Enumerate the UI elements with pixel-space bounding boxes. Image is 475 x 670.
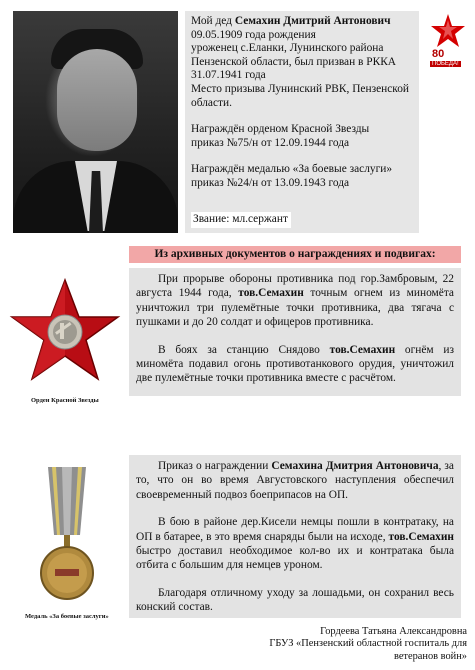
rank-label: Звание: мл.сержант xyxy=(191,212,291,228)
archive-panel-2 xyxy=(129,455,461,618)
award1-order: приказ №75/н от 12.09.1944 года xyxy=(191,136,350,149)
portrait-photo xyxy=(13,11,178,233)
archive-banner: Из архивных документов о награждениях и подвигах: xyxy=(129,246,461,263)
medal-caption: Медаль «За боевые заслуги» xyxy=(25,613,109,620)
logo-number: 80 xyxy=(432,48,445,60)
signature-name: Гордеева Татьяна Александровна xyxy=(320,626,467,637)
signature-org: ГБУЗ «Пензенский областной госпиталь для ветеранов войн» xyxy=(269,638,467,662)
combat-merit-medal-icon xyxy=(38,465,96,605)
panel2-paragraph-3: Благодаря отличному уходу за лошадьми, он сохранил весь конский состав. xyxy=(136,586,454,614)
victory-80-logo xyxy=(428,12,468,70)
logo-text: ПОБЕДА! xyxy=(432,61,459,67)
panel2-paragraph-1: Приказ о награждении Семахина Дмитрия Антоновича, за то, что он во время Августовского наступления обеспечил своевременный подвоз боеприпасов на ОП. xyxy=(136,460,454,501)
bio-origin: уроженец с.Еланки, Лунинского района Пензенской области, был призван в РККА 31.07.1941 года xyxy=(191,42,397,82)
red-star-order-icon xyxy=(8,277,122,387)
bio-intro: Мой дед Семахин Дмитрий Антонович xyxy=(191,15,391,27)
star-emblem-icon xyxy=(428,12,468,52)
panel1-paragraph-2: В боях за станцию Снядово тов.Семахин огнём из миномёта подавил огонь противотанкового орудия, уничтожил две пулемётные точки противника вместе с расчётом. xyxy=(136,343,454,385)
award2-order: приказ №24/н от 13.09.1943 года xyxy=(191,176,350,189)
award1-title: Награждён орденом Красной Звезды xyxy=(191,123,370,136)
archive-panel-1 xyxy=(129,268,461,396)
panel1-paragraph-1: При прорыве обороны противника под гор.Замбровым, 22 августа 1944 года, тов.Семахин точным огнем из миномёта уничтожил три пулемётные точки противника, два тягача с пушками и до 20 солдат и офицеров противника. xyxy=(136,273,454,329)
panel2-paragraph-2: В бою в районе дер.Кисели немцы пошли в контратаку, на ОП в батарее, в это время снаряды были на исходе, тов.Семахин быстро доставил необходимое кол-во их и контратака была отбита с большим для немцев уроном. xyxy=(136,516,454,572)
bio-birth: 09.05.1909 года рождения xyxy=(191,28,316,41)
star-caption: Орден Красной Звезды xyxy=(31,397,99,404)
soldier-name: Семахин Дмитрий Антонович xyxy=(234,15,391,27)
bio-block xyxy=(185,11,419,233)
bio-draft-place: Место призыва Лунинский РВК, Пензенской области. xyxy=(191,82,410,109)
award2-title: Награждён медалью «За боевые заслуги» xyxy=(191,163,393,176)
signature-block xyxy=(262,626,467,663)
